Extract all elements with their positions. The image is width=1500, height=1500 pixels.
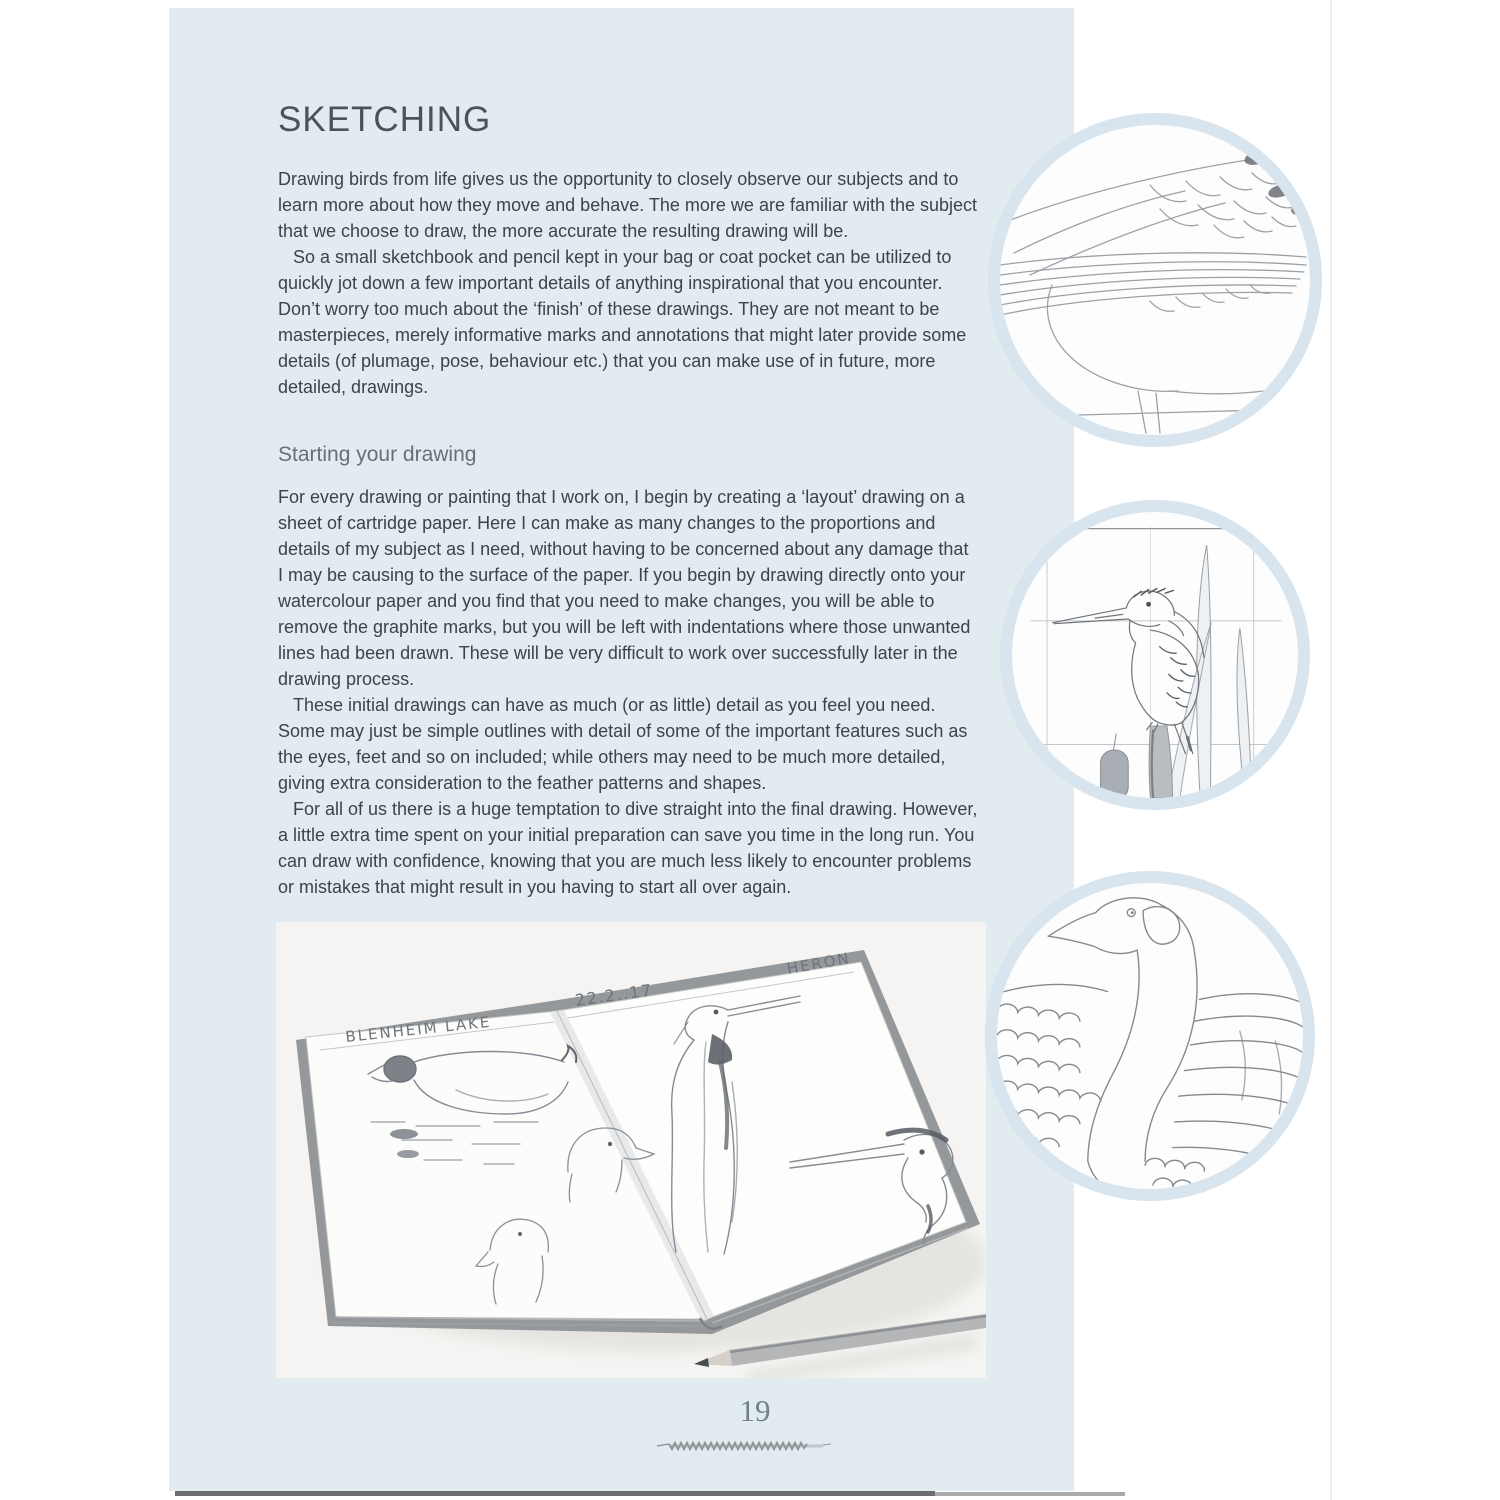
pencil-squiggle-rule [655, 1437, 840, 1453]
sketchbook-photo [276, 922, 986, 1378]
bulrush [1101, 726, 1173, 798]
section-paragraph-1: For every drawing or painting that I work on, I begin by creating a ‘layout’ drawing on a sheet of cartridge paper. Here I can make as many changes to the proportions and details of my subject as I need, without having to be concerned about any damage that I may be causing to the surface of the paper. If you begin by drawing directly onto your watercolour paper and you find that you need to make changes, you will be able to remove the graphite marks, but you will be left with indentations where those unwanted lines had been drawn. These will be very difficult to work over successfully later in the drawing process. [278, 487, 971, 689]
intro-paragraph-1: Drawing birds from life gives us the opportunity to closely observe our subjects and to learn more about how they move and behave. The more we are familiar with the subject that we choose to draw, the more accurate the resulting drawing will be. [278, 169, 978, 241]
handwriting-species-label: HERON [785, 949, 852, 978]
intro-paragraph-2: So a small sketchbook and pencil kept in your bag or coat pocket can be utilized to quickly jot down a few important details of anything inspirational that you encounter. Don’t worry too much about the ‘finish’ of these drawings. They are not meant to be masterpieces, merely informative marks and annotations that might later provide some details (of plumage, pose, behaviour etc.) that you can make use of in future, more detailed, drawings. [278, 247, 967, 397]
kingfisher-figure [1000, 500, 1310, 810]
goose-sketch [997, 883, 1303, 1189]
section-paragraph-3: For all of us there is a huge temptation to dive straight into the final drawing. However, a little extra time spent on your initial preparation can save you time in the long run. You can draw with confidence, knowing that you are much less likely to encounter problems or mistakes that might result in you having to start all over again. [278, 799, 978, 897]
dark-covert-feathers [1243, 146, 1310, 217]
book-bottom-edge [175, 1491, 935, 1496]
page-title: SKETCHING [278, 100, 492, 139]
wing-study-figure [988, 113, 1322, 447]
body-text-column [278, 166, 978, 900]
reeds [1167, 545, 1252, 798]
right-sheet-edge [1330, 0, 1332, 1500]
kingfisher-bird [1053, 589, 1204, 754]
page-number: 19 [739, 1393, 771, 1428]
sketchbook-photo-illustration [276, 922, 986, 1378]
handwriting-location-label: BLENHEIM LAKE [344, 1012, 493, 1046]
section-paragraph-2: These initial drawings can have as much (or as little) detail as you feel you need. Some may just be simple outlines with detail of some of the important features such as the eyes, feet and so on included; while others may need to be much more detailed, giving extra consideration to the feather patterns and shapes. [278, 695, 968, 793]
goose-figure [985, 871, 1315, 1201]
book-bottom-edge-light [935, 1492, 1125, 1496]
handwriting-date-label: 22.2..17 [573, 980, 654, 1010]
wing-study-sketch [1000, 125, 1310, 435]
kingfisher-sketch [1012, 512, 1298, 798]
section-heading: Starting your drawing [278, 443, 477, 466]
